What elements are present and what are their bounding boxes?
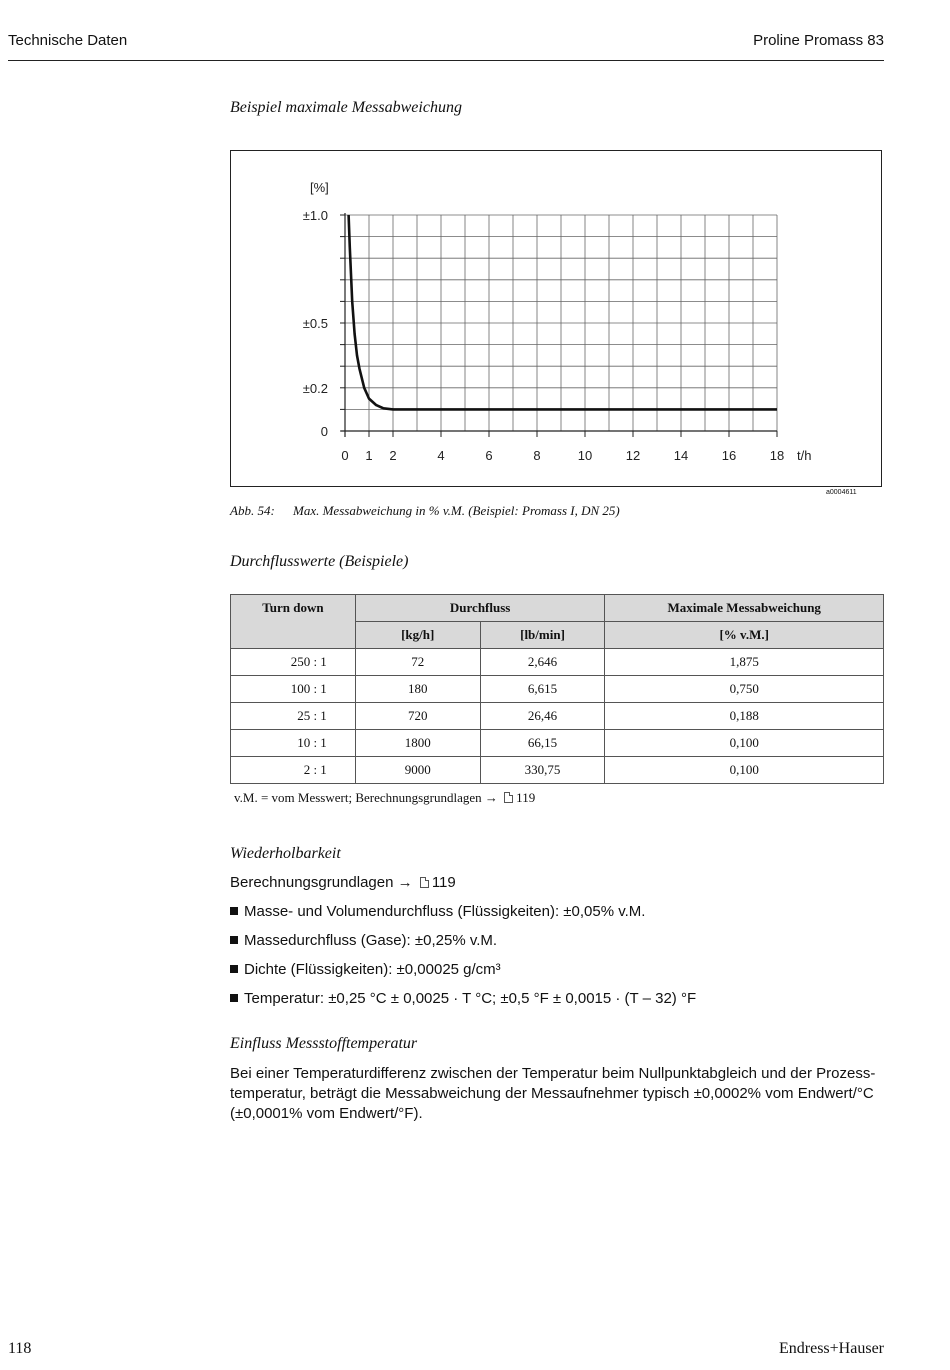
header-unit-lb: [lb/min]	[480, 622, 605, 649]
bullet-item	[230, 931, 497, 951]
footer-brand: Endress+Hauser	[779, 1340, 884, 1357]
page-number: 118	[8, 1340, 32, 1357]
bullet-icon	[230, 907, 238, 915]
bullet-icon	[230, 994, 238, 1002]
header-unit-kg: [kg/h]	[355, 622, 480, 649]
table-row	[231, 703, 884, 730]
repeatability-heading: Wiederholbarkeit	[230, 845, 341, 862]
bullet-item	[230, 989, 696, 1009]
deviation-chart	[231, 151, 881, 486]
cell-turn-down: 250 : 1	[231, 649, 356, 676]
y-tick-label: ±0.2	[302, 380, 328, 396]
temperature-heading: Einfluss Messstofftemperatur	[230, 1035, 418, 1052]
arrow-icon: →	[397, 874, 413, 891]
cell-deviation: 0,100	[605, 757, 884, 784]
x-tick-label: 8	[533, 448, 541, 463]
bullet-text: Massedurchfluss (Gase): ±0,25% v.M.	[244, 932, 498, 949]
cell-kg: 720	[355, 703, 480, 730]
header-flow: Durchfluss	[355, 595, 605, 622]
x-tick-label: 10	[577, 448, 593, 463]
flow-table	[230, 594, 884, 784]
table-row	[231, 649, 884, 676]
x-tick-label: 1	[365, 448, 373, 463]
table-footnote	[234, 790, 535, 806]
table-row	[231, 757, 884, 784]
table-heading: Durchflusswerte (Beispiele)	[230, 553, 409, 570]
cell-turn-down: 25 : 1	[231, 703, 356, 730]
repeatability-reference	[230, 873, 456, 893]
page-reference-icon	[420, 877, 429, 888]
temperature-paragraph	[230, 1064, 890, 1124]
bullet-item	[230, 960, 501, 980]
figure-caption-number: Abb. 54:	[230, 503, 275, 518]
bullet-text: Dichte (Flüssigkeiten): ±0,00025 g/cm³	[244, 961, 501, 978]
bullet-icon	[230, 965, 238, 973]
x-tick-label: 4	[437, 448, 445, 463]
paragraph-line: Bei einer Temperaturdifferenz zwischen der Temperatur beim Nullpunktabgleich und der Prozess-	[230, 1065, 876, 1082]
header-section-title: Technische Daten	[8, 32, 128, 49]
x-tick-label: 0	[341, 448, 349, 463]
cell-turn-down: 100 : 1	[231, 676, 356, 703]
table-row	[231, 730, 884, 757]
y-tick-label: ±1.0	[302, 208, 328, 223]
x-axis-label: t/h	[797, 448, 812, 463]
header-turn-down: Turn down	[231, 595, 356, 649]
x-tick-label: 6	[485, 448, 493, 463]
cell-kg: 1800	[355, 730, 480, 757]
header-max-deviation: Maximale Messabweichung	[605, 595, 884, 622]
cell-lb: 2,646	[480, 649, 605, 676]
header-unit-percent: [% v.M.]	[605, 622, 884, 649]
cell-kg: 180	[355, 676, 480, 703]
cell-turn-down: 10 : 1	[231, 730, 356, 757]
cell-deviation: 1,875	[605, 649, 884, 676]
cell-lb: 330,75	[480, 757, 605, 784]
header-rule	[8, 60, 884, 61]
cell-lb: 66,15	[480, 730, 605, 757]
cell-deviation: 0,750	[605, 676, 884, 703]
reference-page-link[interactable]: 119	[431, 874, 456, 891]
cell-kg: 72	[355, 649, 480, 676]
reference-text: Berechnungsgrundlagen	[230, 874, 394, 891]
footnote-text: v.M. = vom Messwert; Berechnungsgrundlagen	[234, 790, 482, 805]
cell-lb: 6,615	[480, 676, 605, 703]
figure-heading: Beispiel maximale Messabweichung	[230, 99, 462, 116]
bullet-item	[230, 902, 645, 922]
y-tick-label: ±0.5	[302, 316, 328, 331]
y-tick-label: 0	[320, 424, 328, 439]
x-tick-label: 18	[769, 448, 785, 463]
y-axis-label: [%]	[310, 180, 329, 195]
cell-deviation: 0,188	[605, 703, 884, 730]
cell-deviation: 0,100	[605, 730, 884, 757]
chart-frame	[230, 150, 882, 487]
table-row	[231, 676, 884, 703]
paragraph-line: temperatur, beträgt die Messabweichung der Messaufnehmer typisch ±0,0002% vom Endwert/°C	[230, 1085, 874, 1102]
header-product-name: Proline Promass 83	[753, 32, 884, 49]
cell-lb: 26,46	[480, 703, 605, 730]
paragraph-line: (±0,0001% vom Endwert/°F).	[230, 1105, 423, 1122]
bullet-icon	[230, 936, 238, 944]
cell-kg: 9000	[355, 757, 480, 784]
arrow-icon: →	[484, 790, 498, 805]
x-tick-label: 12	[625, 448, 641, 463]
bullet-text: Temperatur: ±0,25 °C ± 0,0025 · T °C; ±0,5 °F ± 0,0015 · (T – 32) °F	[244, 990, 697, 1007]
x-tick-label: 14	[673, 448, 689, 463]
figure-caption-text: Max. Messabweichung in % v.M. (Beispiel: Promass I, DN 25)	[293, 503, 620, 518]
page-reference-icon	[504, 792, 513, 803]
bullet-text: Masse- und Volumendurchfluss (Flüssigkeiten): ±0,05% v.M.	[244, 903, 646, 920]
footnote-page-link[interactable]: 119	[516, 790, 536, 805]
cell-turn-down: 2 : 1	[231, 757, 356, 784]
deviation-curve	[349, 215, 777, 409]
x-tick-label: 2	[389, 448, 397, 463]
x-tick-label: 16	[721, 448, 737, 463]
figure-image-code: a0004611	[826, 489, 857, 496]
